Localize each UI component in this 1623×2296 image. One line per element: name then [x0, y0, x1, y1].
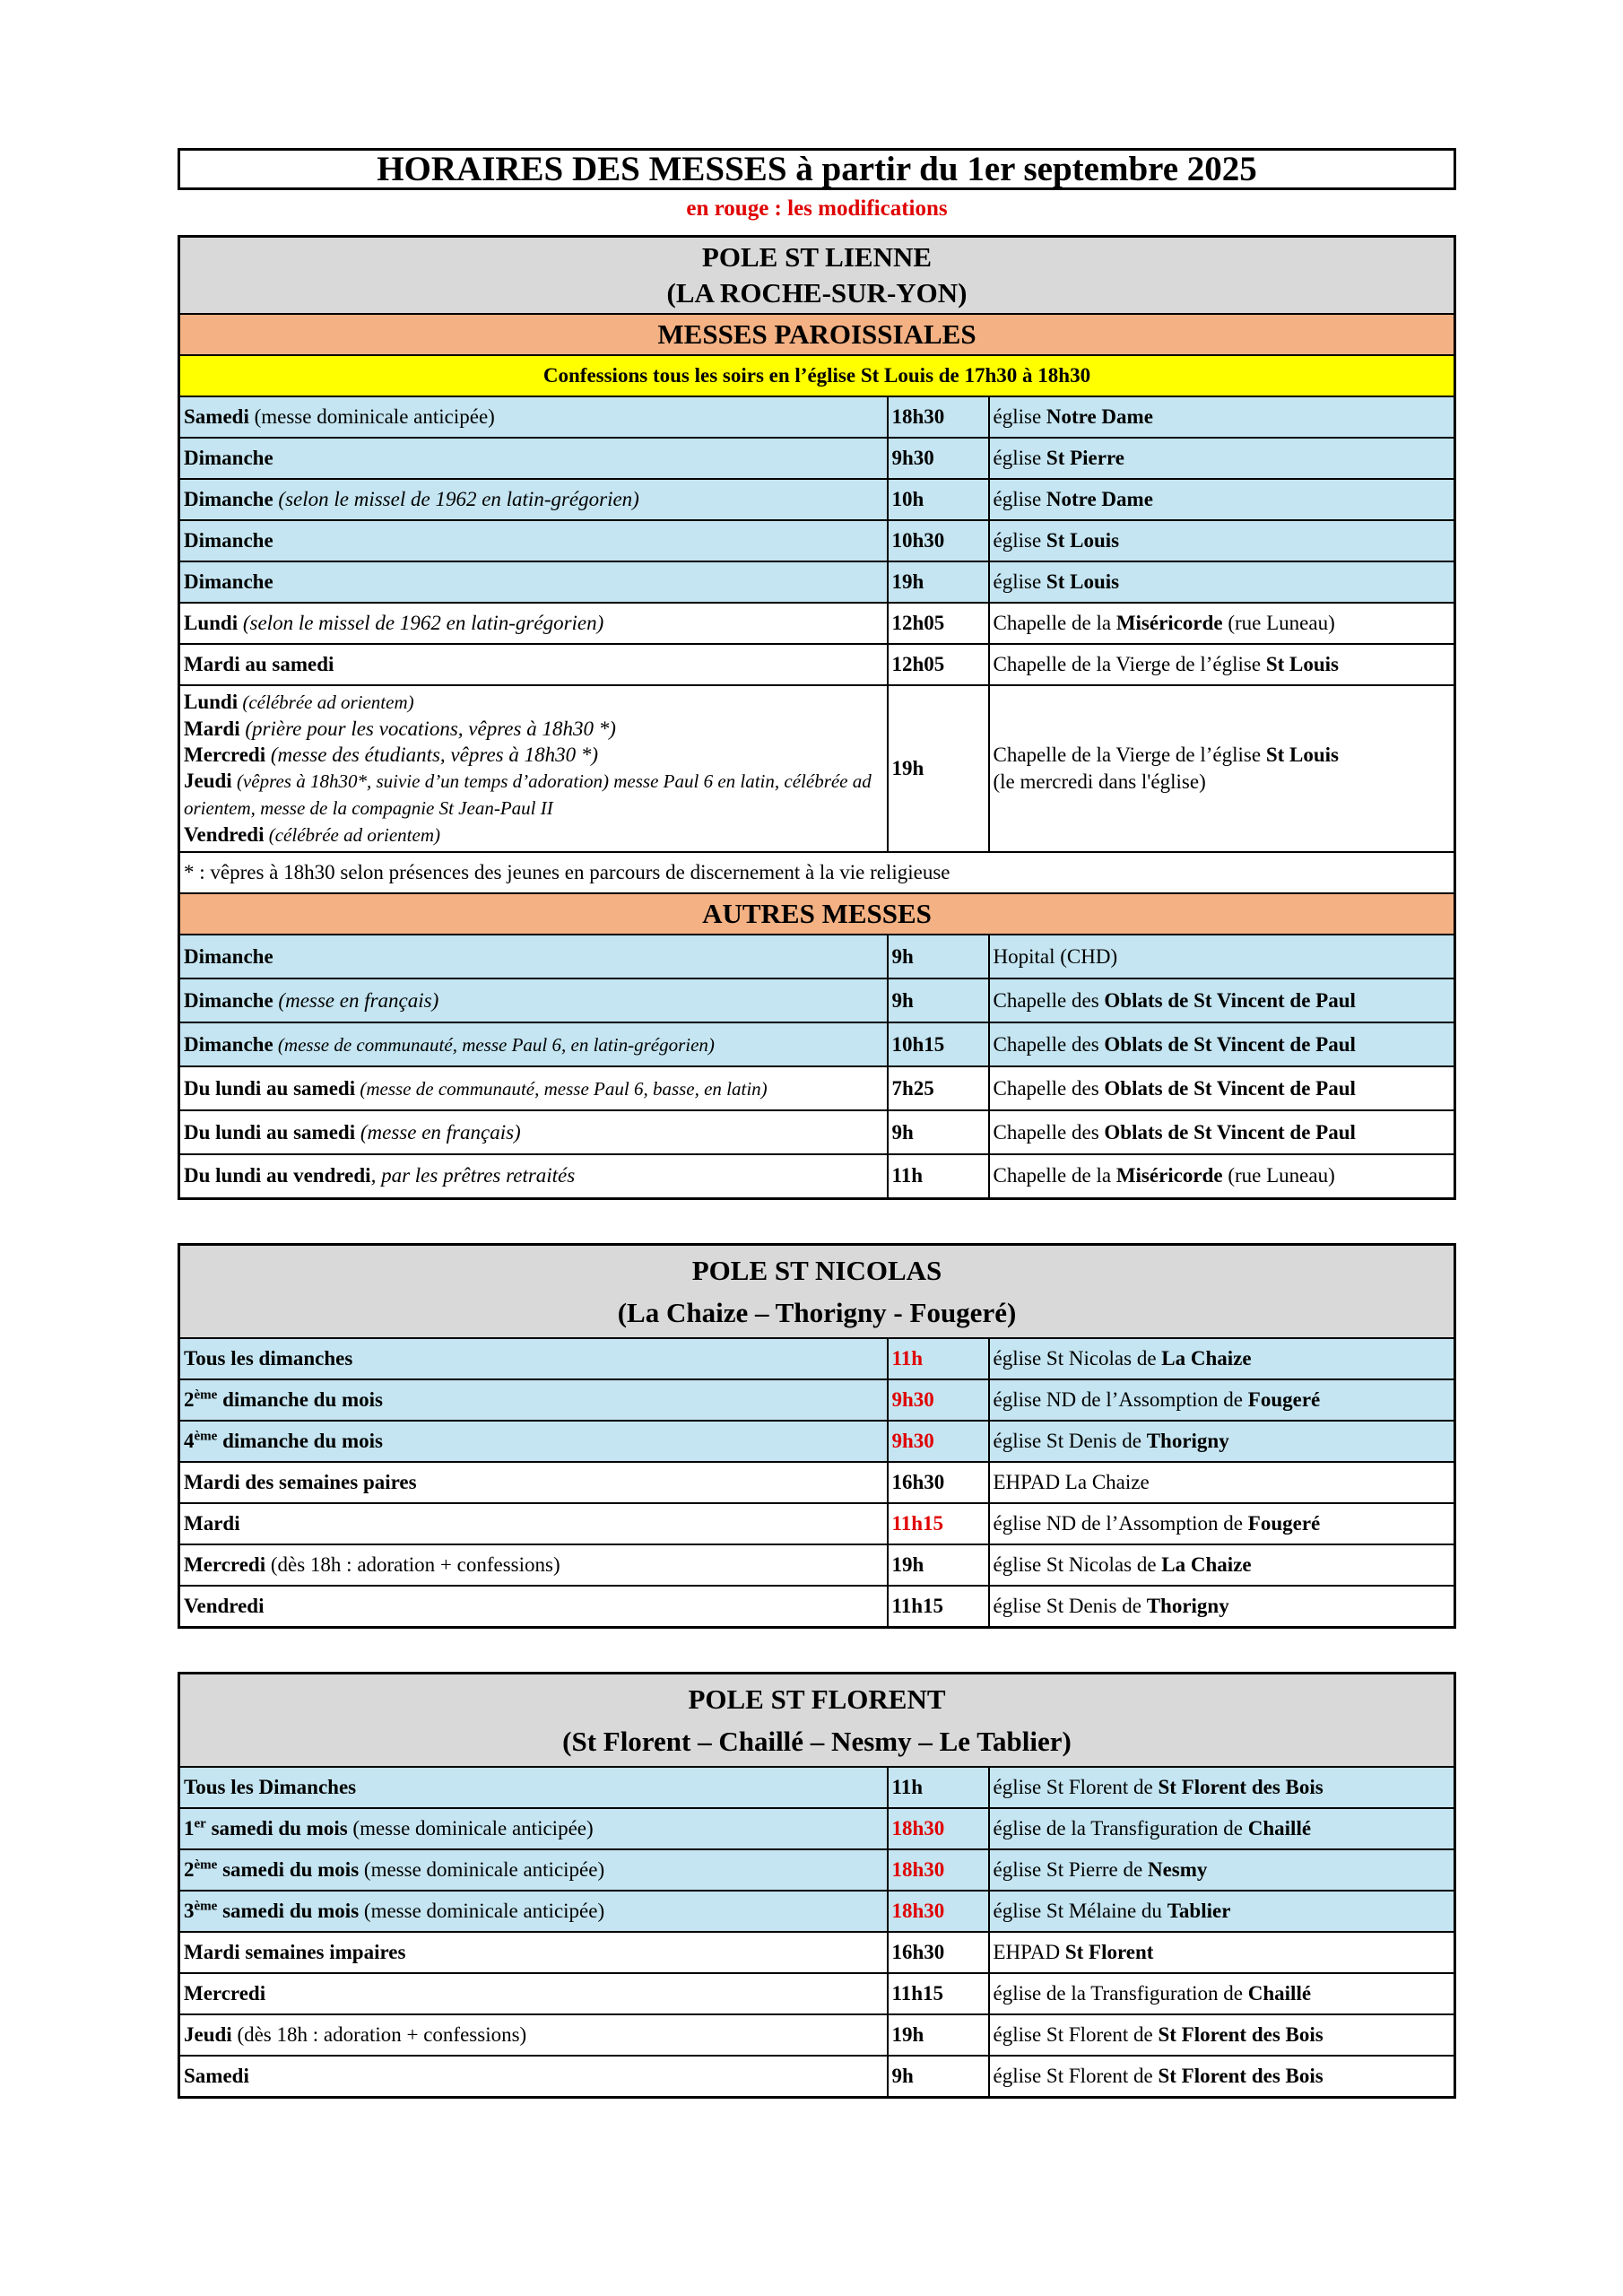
location: église — [993, 488, 1046, 510]
day-label: Jeudi — [184, 2022, 232, 2046]
day-note: (vêpres à 18h30*, suivie d’un temps d’adoration) messe Paul 6 en latin, célébrée ad orientem, messe de la compagnie St Jean-Paul II — [184, 770, 872, 819]
location-bold: St Louis — [1265, 653, 1340, 675]
location-bold: St Pierre — [1046, 447, 1124, 469]
location: église ND de l’Assomption de — [993, 1387, 1248, 1411]
ordinal-suffix: ème — [194, 1898, 218, 1913]
mass-time: 18h30 — [888, 1849, 989, 1891]
location-bold: La Chaize — [1161, 1346, 1252, 1370]
location: église St Denis de — [993, 1594, 1147, 1617]
day-label: dimanche du mois — [217, 1429, 383, 1452]
mass-time: 10h30 — [888, 520, 989, 561]
table-row — [179, 1066, 1455, 1110]
day-label: Samedi — [184, 2064, 249, 2087]
day-label: Dimanche — [184, 944, 273, 968]
location: église St Nicolas de — [993, 1552, 1162, 1576]
day-label: Samedi — [184, 405, 249, 428]
day-note: (selon le missel de 1962 en latin-grégorien) — [273, 488, 639, 510]
day-label: Mercredi — [184, 1552, 266, 1576]
table-row — [179, 1849, 1455, 1891]
location: église St Nicolas de — [993, 1346, 1162, 1370]
table-row — [179, 1379, 1455, 1421]
mass-time: 19h — [888, 2014, 989, 2056]
table-row — [179, 1767, 1455, 1808]
day-label: Lundi — [184, 612, 239, 634]
mass-time: 9h — [888, 935, 989, 978]
location-suffix: (rue Luneau) — [1222, 1164, 1335, 1187]
location: Chapelle de la Vierge de l’église — [993, 744, 1266, 766]
location-bold: Oblats de St Vincent de Paul — [1104, 988, 1356, 1012]
ordinal-suffix: er — [194, 1815, 206, 1831]
table-row — [179, 1022, 1455, 1066]
page-title: HORAIRES DES MESSES à partir du 1er septembre 2025 — [178, 148, 1456, 190]
day-label: Jeudi — [184, 770, 232, 792]
location-note: (le mercredi dans l'église) — [993, 770, 1206, 793]
day-label: Dimanche — [184, 488, 273, 510]
mass-time: 9h30 — [888, 1379, 989, 1421]
location: église St Denis de — [993, 1429, 1147, 1452]
day-label: Mardi des semaines paires — [184, 1470, 417, 1493]
table-row — [179, 438, 1455, 479]
table-row — [179, 603, 1455, 644]
mass-time: 7h25 — [888, 1066, 989, 1110]
location-bold: Oblats de St Vincent de Paul — [1104, 1120, 1356, 1144]
location: église St Florent de — [993, 1775, 1159, 1798]
confessions-banner: Confessions tous les soirs en l’église St Louis de 17h30 à 18h30 — [179, 355, 1455, 396]
location: église — [993, 529, 1046, 552]
location: Chapelle des — [993, 1076, 1105, 1100]
table-row-weekdays — [179, 685, 1455, 852]
day-label: Tous les Dimanches — [184, 1775, 357, 1798]
day-label: Dimanche — [184, 529, 273, 552]
location-bold: Chaillé — [1247, 1981, 1312, 2005]
table-row — [179, 644, 1455, 685]
mass-time: 19h — [888, 685, 989, 852]
day-note: (messe des étudiants, vêpres à 18h30 *) — [265, 744, 599, 766]
location: Chapelle de la Vierge de l’église — [993, 653, 1266, 675]
mass-time: 9h30 — [888, 1421, 989, 1462]
ordinal-number: 3 — [184, 1899, 195, 1922]
mass-time: 18h30 — [888, 1808, 989, 1849]
day-note: (prière pour les vocations, vêpres à 18h30 *) — [239, 718, 616, 740]
pole-area: (St Florent – Chaillé – Nesmy – Le Tablier) — [562, 1725, 1072, 1757]
pole-st-lienne-table — [178, 235, 1456, 1200]
day-note: (messe de communauté, messe Paul 6, basse, en latin) — [355, 1077, 768, 1100]
table-row — [179, 1338, 1455, 1379]
location: église ND de l’Assomption de — [993, 1511, 1248, 1535]
table-row — [179, 1973, 1455, 2014]
day-label: Vendredi — [184, 823, 265, 846]
day-label: Vendredi — [184, 1594, 265, 1617]
pole-city: (LA ROCHE-SUR-YON) — [666, 277, 968, 309]
legend-note: en rouge : les modifications — [686, 196, 948, 221]
table-row — [179, 561, 1455, 603]
table-row — [179, 1891, 1455, 1932]
ordinal-suffix: ème — [194, 1387, 218, 1402]
ordinal-number: 2 — [184, 1387, 195, 1411]
location: Chapelle de la — [993, 612, 1116, 634]
mass-time: 12h05 — [888, 603, 989, 644]
day-label: Mardi au samedi — [184, 653, 334, 675]
mass-time: 19h — [888, 1544, 989, 1586]
pole-header — [179, 1244, 1455, 1338]
day-note: (célébrée ad orientem) — [238, 691, 414, 713]
day-label: Tous les dimanches — [184, 1346, 353, 1370]
day-label: dimanche du mois — [217, 1387, 383, 1411]
location-bold: St Florent des Bois — [1158, 2022, 1324, 2046]
location-bold: Chaillé — [1247, 1816, 1312, 1839]
ordinal-number: 2 — [184, 1857, 195, 1881]
location: église de la Transfiguration de — [993, 1981, 1248, 2005]
location-bold: Oblats de St Vincent de Paul — [1104, 1032, 1356, 1056]
table-row — [179, 1462, 1455, 1503]
table-row — [179, 1586, 1455, 1628]
table-row — [179, 2014, 1455, 2056]
day-label: Du lundi au samedi — [184, 1076, 356, 1100]
location-bold: St Louis — [1265, 744, 1340, 766]
section-header: MESSES PAROISSIALES — [179, 314, 1455, 355]
day-note: (messe dominicale anticipée) — [347, 1816, 594, 1839]
day-note: (messe dominicale anticipée) — [359, 1857, 605, 1881]
location-bold: Fougeré — [1247, 1511, 1321, 1535]
location: Chapelle de la — [993, 1164, 1116, 1187]
mass-time: 12h05 — [888, 644, 989, 685]
day-label: Dimanche — [184, 447, 273, 469]
location: église — [993, 570, 1046, 593]
table-row — [179, 1544, 1455, 1586]
location: église — [993, 447, 1046, 469]
day-note: (dès 18h : adoration + confessions) — [265, 1552, 560, 1576]
mass-time: 16h30 — [888, 1462, 989, 1503]
day-note: (messe en français) — [355, 1120, 521, 1144]
location-bold: Fougeré — [1247, 1387, 1321, 1411]
location: église St Mélaine du — [993, 1899, 1167, 1922]
table-row — [179, 1503, 1455, 1544]
location-bold: St Florent des Bois — [1158, 1775, 1324, 1798]
mass-time: 9h — [888, 1110, 989, 1154]
mass-time: 11h — [888, 1767, 989, 1808]
day-label: samedi du mois — [205, 1816, 348, 1839]
location-bold: Miséricorde — [1115, 612, 1223, 634]
ordinal-number: 4 — [184, 1429, 195, 1452]
location-bold: Notre Dame — [1046, 405, 1153, 428]
ordinal-suffix: ème — [194, 1857, 218, 1872]
mass-time: 19h — [888, 561, 989, 603]
table-row — [179, 396, 1455, 438]
location-bold: Thorigny — [1146, 1594, 1229, 1617]
table-row — [179, 479, 1455, 520]
day-label: Du lundi au vendredi — [184, 1164, 371, 1187]
day-note: (célébrée ad orientem) — [264, 824, 440, 846]
pole-header — [179, 237, 1455, 315]
mass-time: 9h — [888, 2056, 989, 2098]
mass-time: 10h15 — [888, 1022, 989, 1066]
day-label: Mardi — [184, 1511, 240, 1535]
location-bold: Notre Dame — [1046, 488, 1153, 510]
day-label: Dimanche — [184, 1032, 273, 1056]
location-bold: Oblats de St Vincent de Paul — [1104, 1076, 1356, 1100]
pole-area: (La Chaize – Thorigny - Fougeré) — [617, 1296, 1017, 1328]
location-bold: La Chaize — [1161, 1552, 1252, 1576]
ordinal-suffix: ème — [194, 1428, 218, 1443]
table-row — [179, 520, 1455, 561]
mass-time: 10h — [888, 479, 989, 520]
table-row — [179, 935, 1455, 978]
mass-time: 9h30 — [888, 438, 989, 479]
day-note: (messe de communauté, messe Paul 6, en latin-grégorien) — [273, 1033, 715, 1056]
location: église St Florent de — [993, 2064, 1159, 2087]
location: Chapelle des — [993, 1120, 1105, 1144]
pole-name: POLE ST NICOLAS — [691, 1254, 942, 1286]
day-note: (dès 18h : adoration + confessions) — [231, 2022, 527, 2046]
location-bold: St Louis — [1046, 529, 1120, 552]
day-label: Mercredi — [184, 1981, 266, 2005]
day-label: Mardi — [184, 718, 240, 740]
location-bold: Tablier — [1167, 1899, 1231, 1922]
table-row — [179, 2056, 1455, 2098]
ordinal-number: 1 — [184, 1816, 195, 1839]
location: EHPAD La Chaize — [993, 1470, 1150, 1493]
section-header: AUTRES MESSES — [179, 893, 1455, 935]
location-bold: Miséricorde — [1115, 1164, 1223, 1187]
day-label: Lundi — [184, 691, 239, 713]
table-row — [179, 1808, 1455, 1849]
mass-time: 11h — [888, 1154, 989, 1198]
location: Chapelle des — [993, 988, 1105, 1012]
table-row — [179, 1154, 1455, 1198]
table-row — [179, 1932, 1455, 1973]
footnote: * : vêpres à 18h30 selon présences des jeunes en parcours de discernement à la vie religieuse — [179, 852, 1455, 893]
mass-time: 18h30 — [888, 396, 989, 438]
location: église St Florent de — [993, 2022, 1159, 2046]
location: EHPAD — [993, 1940, 1065, 1963]
day-label: Dimanche — [184, 570, 273, 593]
mass-time: 16h30 — [888, 1932, 989, 1973]
mass-time: 11h15 — [888, 1503, 989, 1544]
location: église St Pierre de — [993, 1857, 1148, 1881]
pole-name: POLE ST LIENNE — [701, 241, 933, 273]
day-label: samedi du mois — [217, 1899, 360, 1922]
pole-st-florent-table — [178, 1672, 1456, 2099]
table-row — [179, 1110, 1455, 1154]
day-note: , par les prêtres retraités — [370, 1164, 576, 1187]
day-label: Mercredi — [184, 744, 266, 766]
day-note: (messe en français) — [273, 988, 439, 1012]
day-label: Dimanche — [184, 988, 273, 1012]
table-row — [179, 978, 1455, 1022]
location-bold: St Louis — [1046, 570, 1120, 593]
day-note: (selon le missel de 1962 en latin-grégorien) — [238, 612, 604, 634]
location: Chapelle des — [993, 1032, 1105, 1056]
schedule-document — [178, 148, 1456, 2099]
mass-time: 9h — [888, 978, 989, 1022]
pole-header — [179, 1673, 1455, 1767]
location: église de la Transfiguration de — [993, 1816, 1248, 1839]
day-label: samedi du mois — [217, 1857, 360, 1881]
mass-time: 11h15 — [888, 1973, 989, 2014]
location: Hopital (CHD) — [993, 944, 1118, 968]
location-bold: St Florent — [1064, 1940, 1154, 1963]
pole-name: POLE ST FLORENT — [688, 1683, 946, 1715]
day-label: Du lundi au samedi — [184, 1120, 356, 1144]
day-note: (messe dominicale anticipée) — [359, 1899, 605, 1922]
location-bold: Nesmy — [1147, 1857, 1208, 1881]
table-row — [179, 1421, 1455, 1462]
day-note: (messe dominicale anticipée) — [248, 405, 495, 428]
location-bold: Thorigny — [1146, 1429, 1229, 1452]
day-label: Mardi semaines impaires — [184, 1940, 406, 1963]
mass-time: 11h15 — [888, 1586, 989, 1628]
mass-time: 11h — [888, 1338, 989, 1379]
location-bold: St Florent des Bois — [1158, 2064, 1324, 2087]
pole-st-nicolas-table — [178, 1243, 1456, 1629]
mass-time: 18h30 — [888, 1891, 989, 1932]
location: église — [993, 405, 1046, 428]
location-suffix: (rue Luneau) — [1222, 612, 1335, 634]
